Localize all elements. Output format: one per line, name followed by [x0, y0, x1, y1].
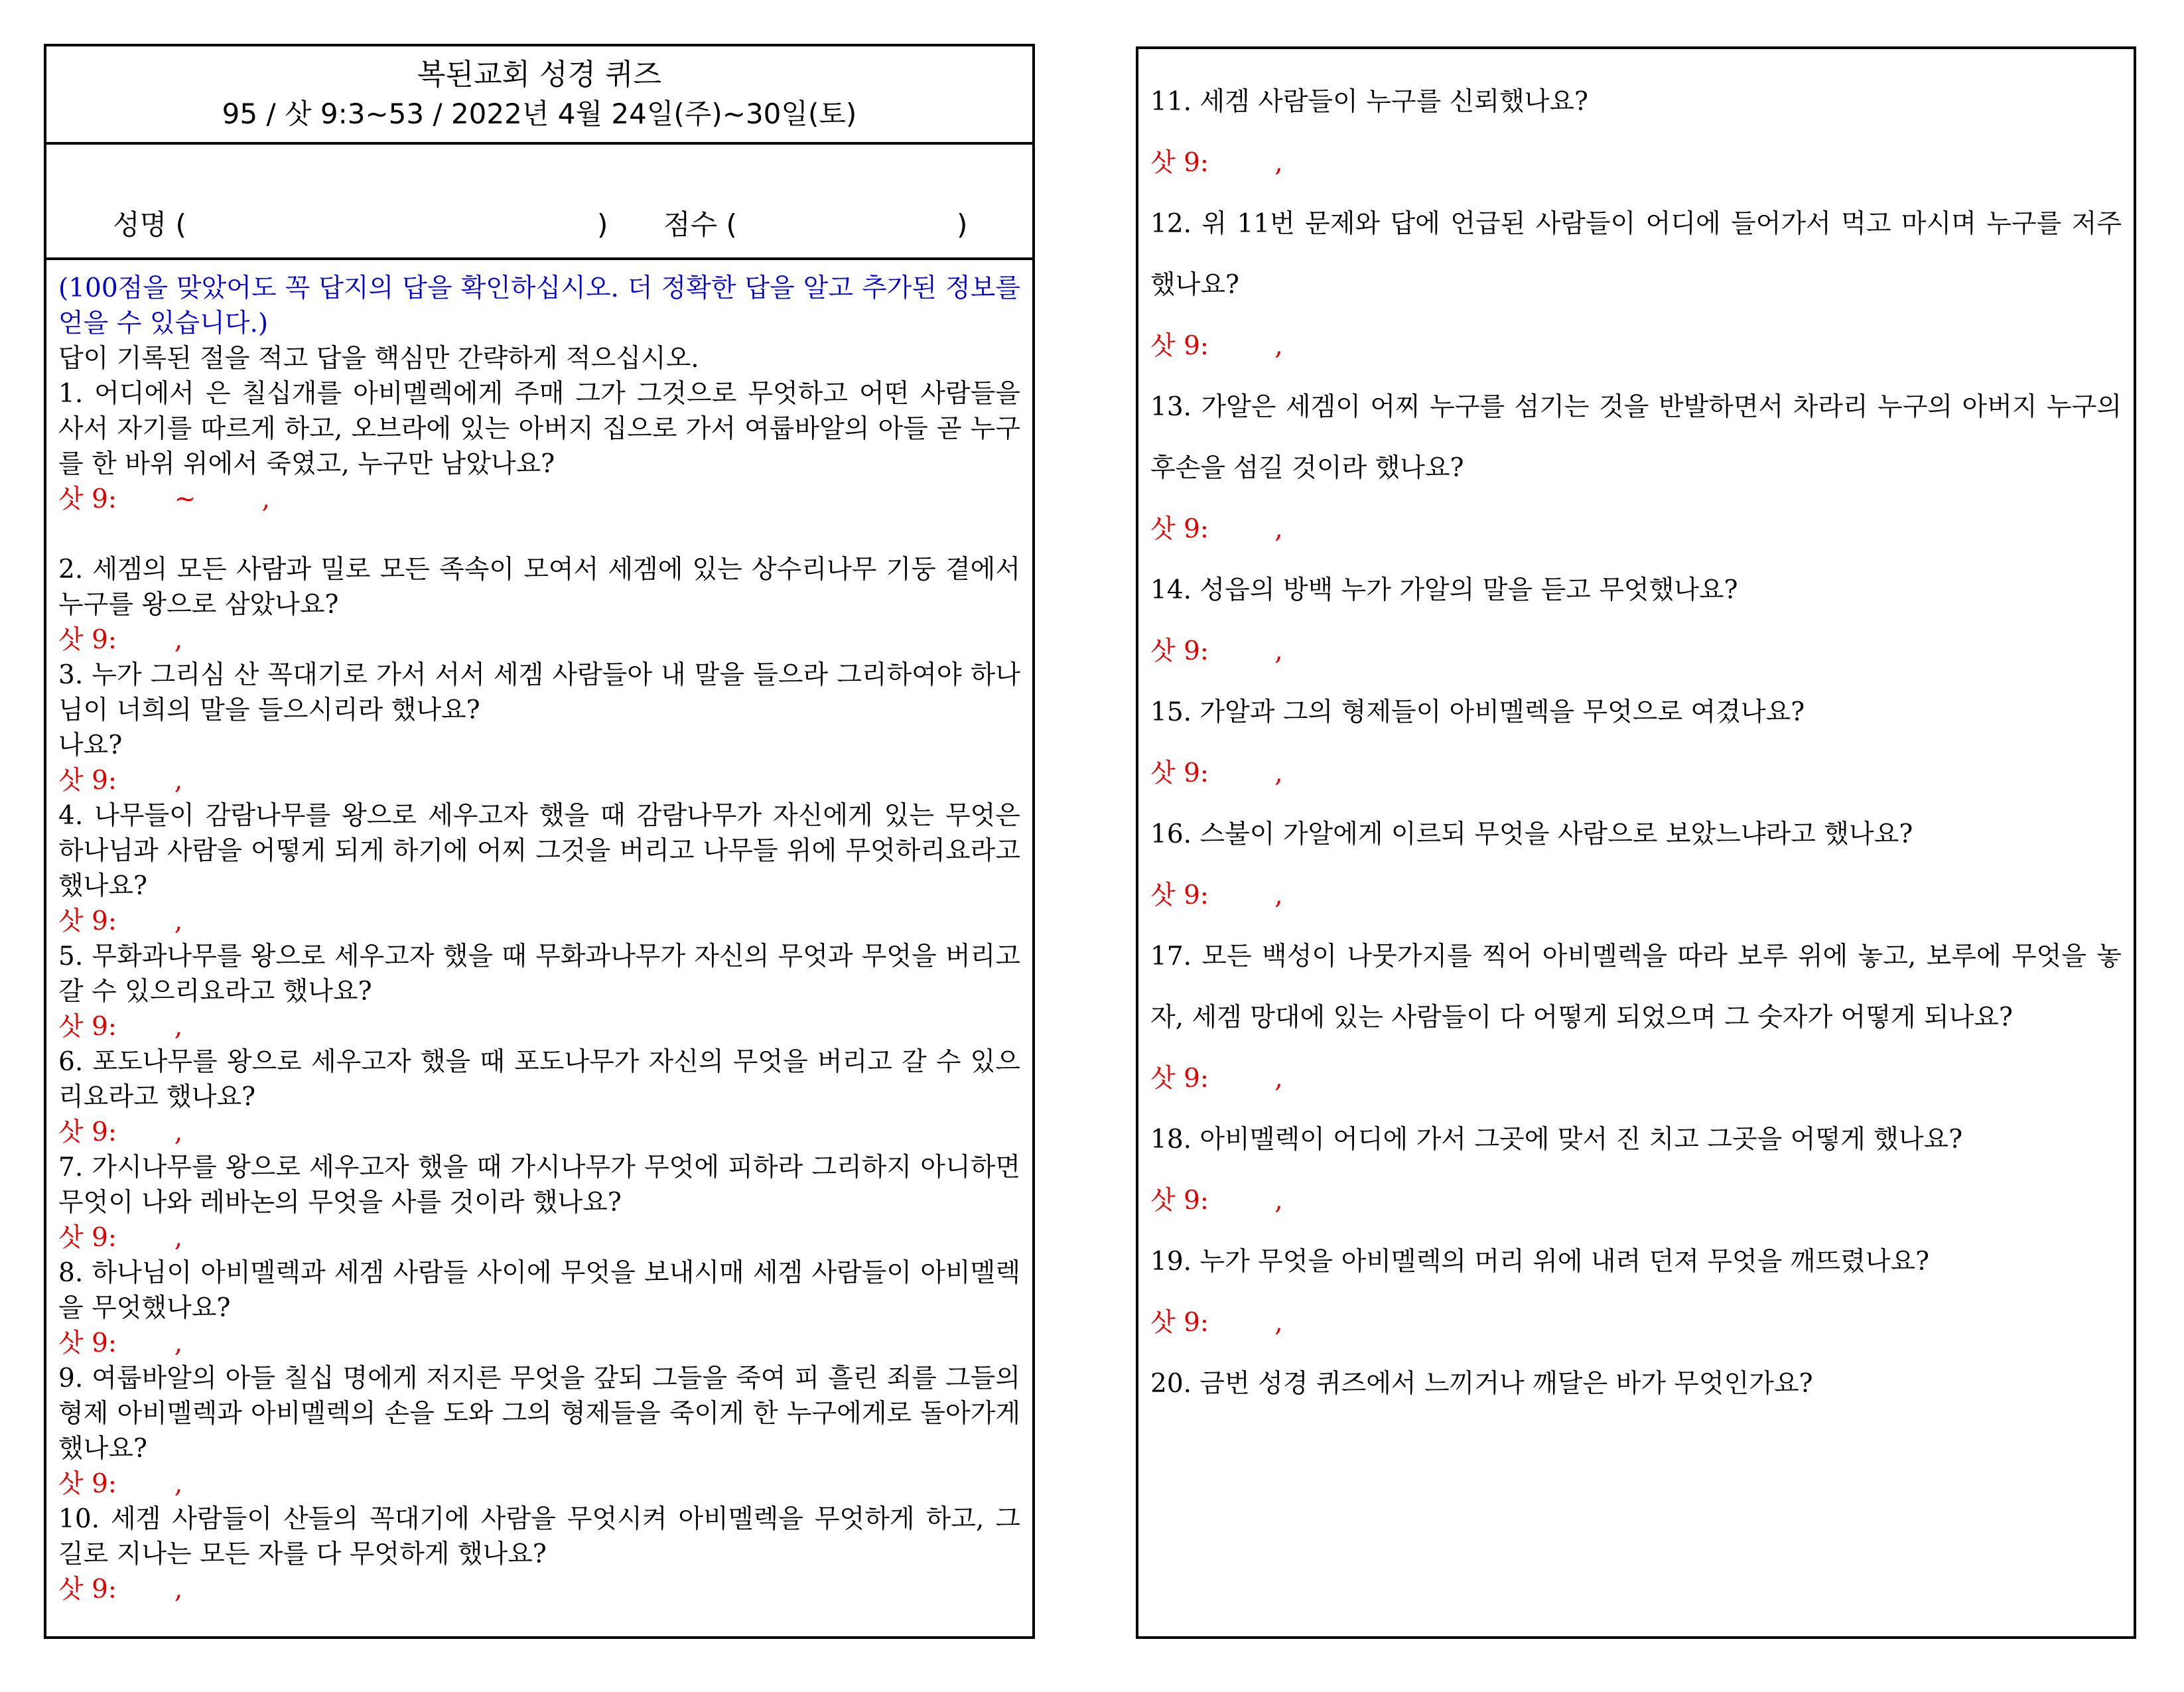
answer-field-16[interactable]: 삿 9: , — [1150, 881, 1283, 910]
answer-field-4[interactable]: 삿 9: , — [58, 906, 183, 936]
question-10: 10. 세겜 사람들이 산들의 꼭대기에 사람을 무엇시켜 아비멜렉을 무엇하게 하고, 그 길로 지나는 모든 자를 다 무엇하게 했나요? — [58, 1504, 1020, 1569]
question-14: 14. 성읍의 방백 누가 가알의 말을 듣고 무엇했나요? — [1150, 575, 1738, 605]
question-5: 5. 무화과나무를 왕으로 세우고자 했을 때 무화과나무가 자신의 무엇과 무엇을 버리고 갈 수 있으리요라고 했나요? — [58, 942, 1020, 1007]
answer-check-notice: (100점을 맞았어도 꼭 답지의 답을 확인하십시오. 더 정확한 답을 알고 추가된 정보를 얻을 수 있습니다.) — [58, 273, 1020, 338]
quiz-sheet-left — [44, 44, 1035, 1639]
question-20: 20. 금번 성경 퀴즈에서 느끼거나 깨달은 바가 무엇인가요? — [1150, 1369, 1813, 1399]
answer-field-8[interactable]: 삿 9: , — [58, 1328, 183, 1358]
quiz-header — [46, 46, 1032, 145]
question-11: 11. 세겜 사람들이 누구를 신뢰했나요? — [1150, 87, 1588, 117]
quiz-sheet-right — [1136, 46, 2136, 1639]
answer-field-14[interactable]: 삿 9: , — [1150, 636, 1283, 666]
name-paren-close: ) — [597, 208, 608, 241]
question-1: 1. 어디에서 은 칠십개를 아비멜렉에게 주매 그가 그것으로 무엇하고 어떤 사람들을 사서 자기를 따르게 하고, 오브라에 있는 아버지 집으로 가서 여룹바알의 아들 곧 누구를 한 바위 위에서 죽였고, 누구만 남았나요? — [58, 379, 1020, 479]
answer-field-17[interactable]: 삿 9: , — [1150, 1064, 1283, 1093]
right-question-list — [1150, 72, 2122, 1415]
question-4: 4. 나무들이 감람나무를 왕으로 세우고자 했을 때 감람나무가 자신에게 있는 무엇은 하나님과 사람을 어떻게 되게 하기에 어찌 그것을 버리고 나무들 위에 무엇하리요라고 했나요? — [58, 801, 1020, 901]
answer-field-13[interactable]: 삿 9: , — [1150, 514, 1283, 544]
answer-field-5[interactable]: 삿 9: , — [58, 1012, 183, 1042]
question-2: 2. 세겜의 모든 사람과 밀로 모든 족속이 모여서 세겜에 있는 상수리나무 기둥 곁에서 누구를 왕으로 삼았나요? — [58, 555, 1020, 620]
question-12: 12. 위 11번 문제와 답에 언급된 사람들이 어디에 들어가서 먹고 마시며 누구를 저주했나요? — [1150, 209, 2122, 300]
answer-field-18[interactable]: 삿 9: , — [1150, 1186, 1283, 1216]
answer-field-6[interactable]: 삿 9: , — [58, 1117, 183, 1147]
question-19: 19. 누가 무엇을 아비멜렉의 머리 위에 내려 던져 무엇을 깨뜨렸나요? — [1150, 1247, 1930, 1277]
question-9: 9. 여룹바알의 아들 칠십 명에게 저지른 무엇을 갚되 그들을 죽여 피 흘린 죄를 그들의 형제 아비멜렉과 아비멜렉의 손을 도와 그의 형제들을 죽이게 한 누구에게로 돌아가게 했나요? — [58, 1364, 1020, 1464]
question-7: 7. 가시나무를 왕으로 세우고자 했을 때 가시나무가 무엇에 피하라 그리하지 아니하면 무엇이 나와 레바논의 무엇을 사를 것이라 했나요? — [58, 1153, 1020, 1218]
question-3-extra: 나요? — [58, 731, 123, 760]
left-question-list — [58, 271, 1020, 1607]
instruction-text: 답이 기록된 절을 적고 답을 핵심만 간략하게 적으십시오. — [58, 344, 699, 374]
question-13: 13. 가알은 세겜이 어찌 누구를 섬기는 것을 반발하면서 차라리 누구의 아버지 누구의 후손을 섬길 것이라 했나요? — [1150, 392, 2122, 483]
answer-field-11[interactable]: 삿 9: , — [1150, 148, 1283, 178]
question-15: 15. 가알과 그의 형제들이 아비멜렉을 무엇으로 여겼나요? — [1150, 697, 1805, 727]
answer-field-3[interactable]: 삿 9: , — [58, 766, 183, 796]
answer-field-7[interactable]: 삿 9: , — [58, 1223, 183, 1253]
question-17: 17. 모든 백성이 나뭇가지를 찍어 아비멜렉을 따라 보루 위에 놓고, 보루에 무엇을 놓자, 세겜 망대에 있는 사람들이 다 어떻게 되었으며 그 숫자가 어떻게 되나요? — [1150, 942, 2122, 1032]
answer-field-2[interactable]: 삿 9: , — [58, 625, 183, 655]
answer-field-12[interactable]: 삿 9: , — [1150, 331, 1283, 361]
quiz-subtitle: 95 / 삿 9:3~53 / 2022년 4월 24일(주)~30일(토) — [222, 98, 857, 130]
question-8: 8. 하나님이 아비멜렉과 세겜 사람들 사이에 무엇을 보내시매 세겜 사람들이 아비멜렉을 무엇했나요? — [58, 1258, 1020, 1323]
answer-field-9[interactable]: 삿 9: , — [58, 1469, 183, 1499]
score-paren-close: ) — [957, 208, 968, 241]
question-3: 3. 누가 그리심 산 꼭대기로 가서 서서 세겜 사람들아 내 말을 들으라 그리하여야 하나님이 너희의 말을 들으시리라 했나요? — [58, 660, 1020, 725]
quiz-title: 복된교회 성경 퀴즈 — [417, 58, 661, 92]
score-label: 점수 ( — [663, 208, 737, 241]
question-16: 16. 스불이 가알에게 이르되 무엇을 사람으로 보았느냐라고 했나요? — [1150, 819, 1913, 849]
name-score-row — [46, 145, 1032, 260]
answer-field-15[interactable]: 삿 9: , — [1150, 758, 1283, 788]
answer-field-19[interactable]: 삿 9: , — [1150, 1308, 1283, 1338]
question-6: 6. 포도나무를 왕으로 세우고자 했을 때 포도나무가 자신의 무엇을 버리고 갈 수 있으리요라고 했나요? — [58, 1047, 1020, 1112]
name-label: 성명 ( — [113, 208, 186, 241]
answer-field-1[interactable]: 삿 9: ~ , — [58, 484, 271, 514]
question-18: 18. 아비멜렉이 어디에 가서 그곳에 맞서 진 치고 그곳을 어떻게 했나요? — [1150, 1125, 1963, 1155]
spacer — [58, 517, 1020, 552]
answer-field-10[interactable]: 삿 9: , — [58, 1575, 183, 1604]
